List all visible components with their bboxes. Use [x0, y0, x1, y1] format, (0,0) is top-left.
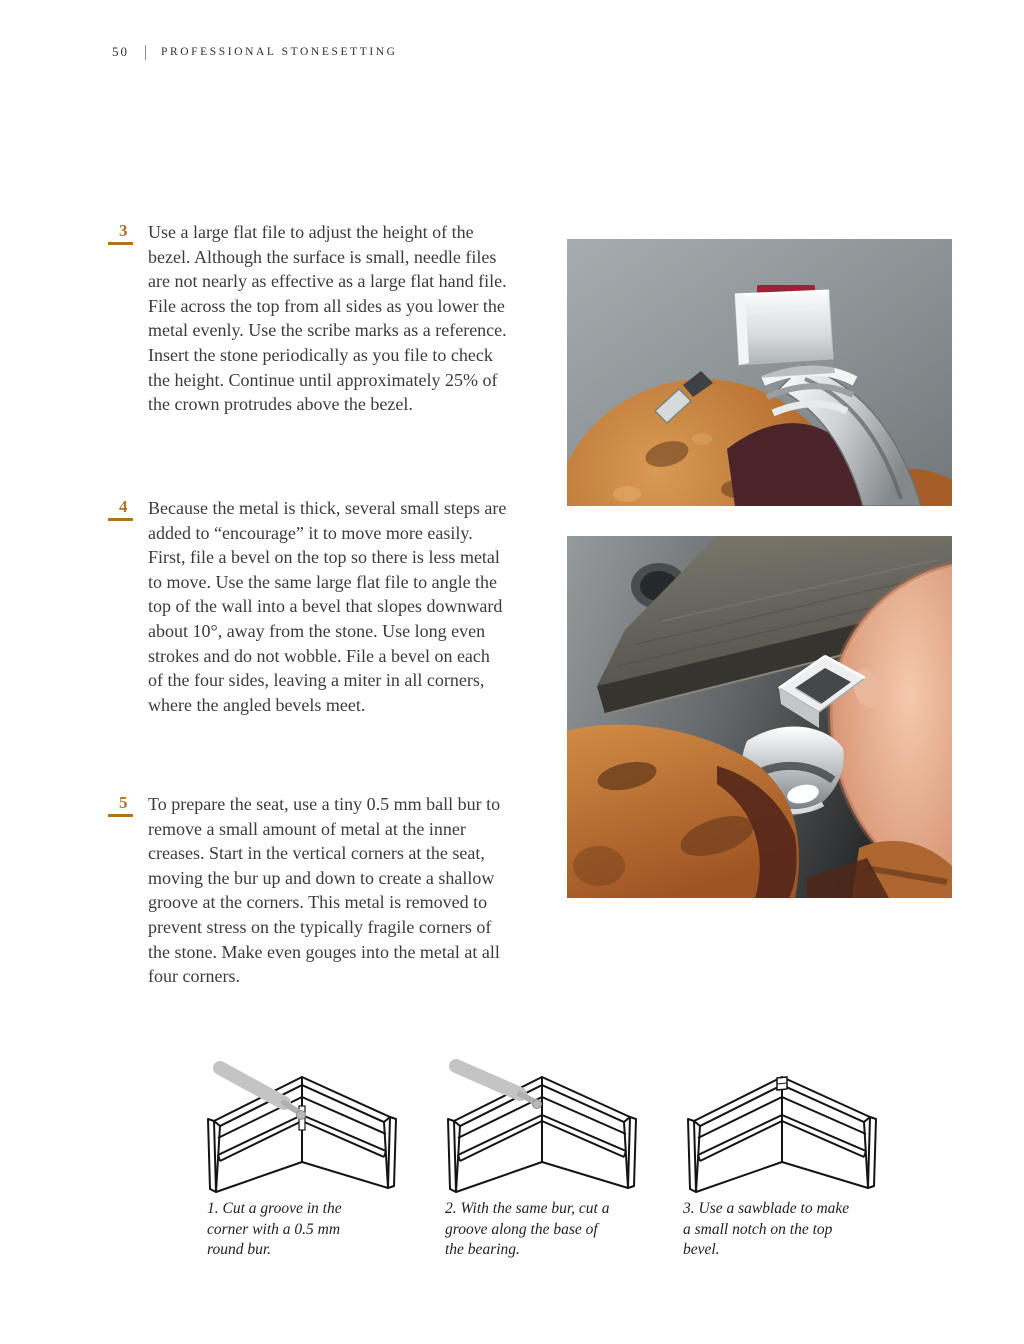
step-3-text: Use a large flat file to adjust the height of the bezel. Although the surface is small, needle files are not nearly as effective as a large flat hand file. File across the top from all sides as you lower the metal evenly. Use the scribe marks as a reference. Insert the stone periodically as you file to check the height. Continue until approximately 25% of the crown protrudes above the bezel.	[148, 222, 507, 415]
photo-bezel-on-shellac-image	[567, 239, 952, 506]
running-head: PROFESSIONAL STONESETTING	[161, 46, 398, 58]
photo-bezel-on-shellac	[567, 239, 952, 506]
step-4-text: Because the metal is thick, several small steps are added to “encourage” it to move more easily. First, file a bevel on the top so there is less metal to move. Use the same large flat file to angle the top of the wall into a bevel that slopes downward about 10°, away from the stone. Use long even strokes and do not wobble. File a bevel on each of the four sides, leaving a miter in all corners, where the angled bevels meet.	[148, 498, 507, 715]
step-5-number: 5	[108, 793, 133, 817]
diagram-bearing-groove	[440, 1058, 668, 1210]
photo-filing-bevel	[567, 536, 952, 898]
step-4-number: 4	[108, 497, 133, 521]
diagram-3-caption: 3. Use a sawblade to make a small notch on the top bevel.	[683, 1200, 850, 1258]
diagram-top-notch	[680, 1058, 908, 1210]
diagram-bearing-groove-image	[440, 1058, 668, 1210]
top-bevel-notch-mark	[777, 1077, 787, 1090]
diagram-corner-groove	[200, 1058, 428, 1210]
diagram-1-caption: 1. Cut a groove in the corner with a 0.5 mm round bur.	[207, 1200, 342, 1258]
diagram-top-notch-image	[680, 1058, 908, 1210]
photo-filing-bevel-image	[567, 536, 952, 898]
bezel-with-stone	[735, 285, 835, 379]
step-3	[108, 220, 508, 417]
header-divider	[145, 45, 146, 60]
diagram-corner-groove-image	[200, 1058, 428, 1210]
diagram-2-caption: 2. With the same bur, cut a groove along the base of the bearing.	[445, 1200, 610, 1258]
step-5	[108, 792, 508, 989]
step-4	[108, 496, 508, 717]
step-3-number: 3	[108, 221, 133, 245]
page-number: 50	[112, 44, 129, 59]
step-5-text: To prepare the seat, use a tiny 0.5 mm ball bur to remove a small amount of metal at the inner creases. Start in the vertical corners at the seat, moving the bur up and down to create a shallow groove at the corners. This metal is removed to prevent stress on the typically fragile corners of the stone. Make even gouges into the metal at all four corners.	[148, 794, 501, 987]
page-header	[112, 44, 398, 60]
